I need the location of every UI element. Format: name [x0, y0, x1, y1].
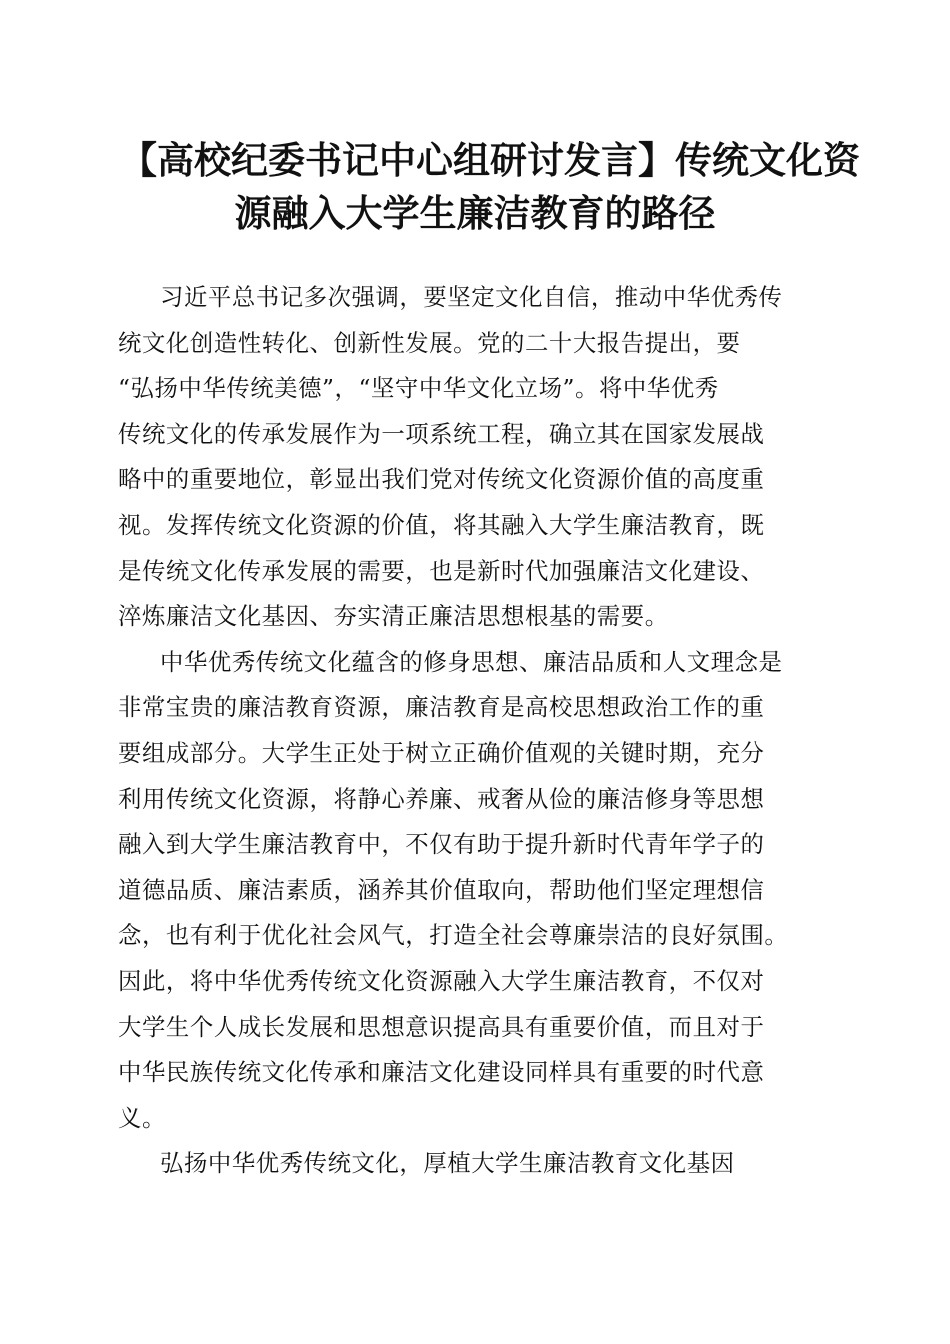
- title-line-1: 【高校纪委书记中心组研讨发言】传统文化资: [120, 138, 860, 182]
- paragraph-1-line: 习近平总书记多次强调，要坚定文化自信，推动中华优秀传: [160, 283, 783, 311]
- paragraph-2-line: 要组成部分。大学生正处于树立正确价值观的关键时期，充分: [118, 738, 765, 767]
- paragraph-1: [118, 275, 838, 640]
- paragraph-1-line: 是传统文化传承发展的需要，也是新时代加强廉洁文化建设、: [118, 556, 765, 585]
- paragraph-2-line: 义。: [118, 1103, 166, 1132]
- paragraph-2-line: 利用传统文化资源，将静心养廉、戒奢从俭的廉洁修身等思想: [118, 784, 765, 813]
- paragraph-2-line: 中华民族传统文化传承和廉洁文化建设同样具有重要的时代意: [118, 1058, 765, 1087]
- paragraph-2: [118, 640, 838, 1142]
- paragraph-2-line: 道德品质、廉洁素质，涵养其价值取向，帮助他们坚定理想信: [118, 875, 765, 904]
- paragraph-2-line: 融入到大学生廉洁教育中，不仅有助于提升新时代青年学子的: [118, 830, 765, 859]
- paragraph-1-line: 视。发挥传统文化资源的价值，将其融入大学生廉洁教育，既: [118, 510, 765, 539]
- paragraph-2-line: 念，也有利于优化社会风气，打造全社会尊廉崇洁的良好氛围。: [118, 921, 789, 950]
- paragraph-1-line: 统文化创造性转化、创新性发展。党的二十大报告提出，要: [118, 328, 741, 357]
- document-body: [118, 275, 838, 1187]
- paragraph-1-line: 淬炼廉洁文化基因、夯实清正廉洁思想根基的需要。: [118, 602, 669, 631]
- paragraph-2-line: 中华优秀传统文化蕴含的修身思想、廉洁品质和人文理念是: [160, 647, 783, 676]
- document-title: [120, 134, 860, 240]
- title-line-2: 源融入大学生廉洁教育的路径: [234, 191, 716, 235]
- paragraph-1-line: 传统文化的传承发展作为一项系统工程，确立其在国家发展战: [118, 419, 765, 448]
- paragraph-1-line: “弘扬中华传统美德”，“坚守中华文化立场”。将中华优秀: [118, 374, 719, 403]
- paragraph-2-line: 因此，将中华优秀传统文化资源融入大学生廉洁教育，不仅对: [118, 966, 765, 995]
- paragraph-2-line: 大学生个人成长发展和思想意识提高具有重要价值，而且对于: [118, 1012, 765, 1041]
- paragraph-2-line: 非常宝贵的廉洁教育资源，廉洁教育是高校思想政治工作的重: [118, 693, 765, 722]
- section-heading: 弘扬中华优秀传统文化，厚植大学生廉洁教育文化基因: [160, 1149, 735, 1178]
- paragraph-1-line: 略中的重要地位，彰显出我们党对传统文化资源价值的高度重: [118, 465, 765, 494]
